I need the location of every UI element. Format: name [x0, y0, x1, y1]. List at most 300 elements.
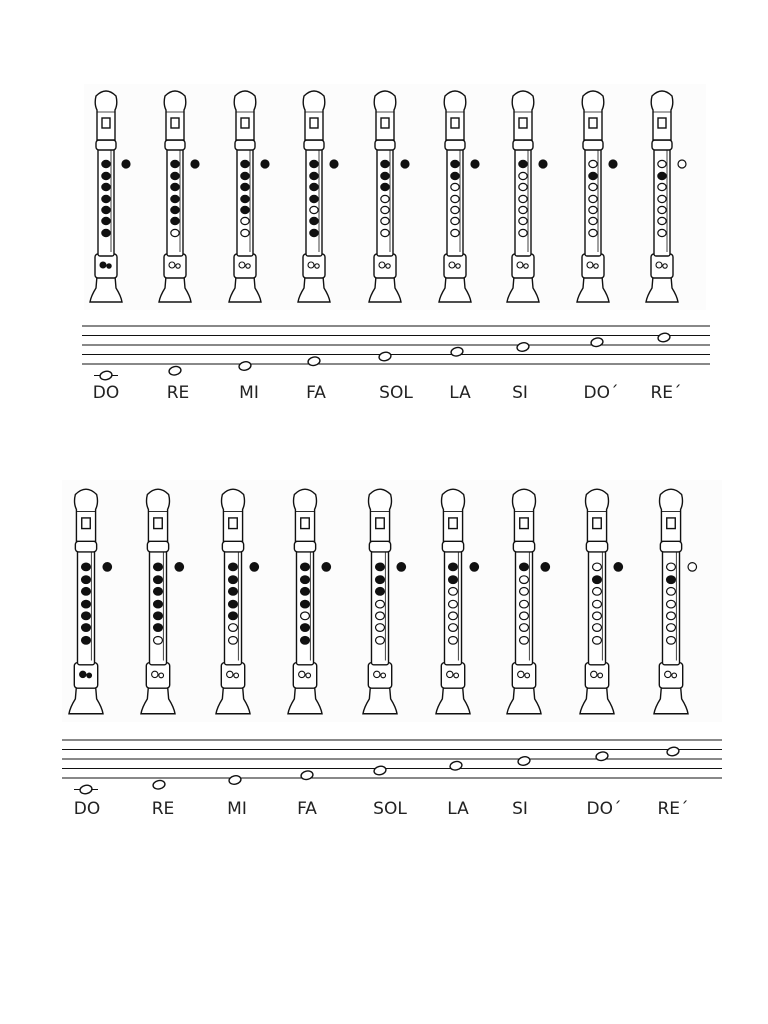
finger-hole	[658, 206, 666, 213]
recorder-la	[439, 91, 479, 302]
finger-hole	[381, 160, 389, 167]
recorder-joint-ring	[235, 140, 255, 150]
finger-hole	[82, 563, 91, 571]
bottom-hole	[299, 671, 305, 677]
recorder-foot	[216, 686, 250, 714]
finger-hole	[229, 612, 238, 620]
finger-hole	[171, 195, 179, 202]
bottom-hole-small	[598, 673, 603, 678]
thumb-hole	[261, 160, 269, 168]
note-head	[373, 765, 386, 776]
finger-hole	[449, 612, 458, 620]
recorder-window	[451, 118, 459, 128]
note-head	[517, 756, 530, 767]
recorder-window	[229, 518, 238, 529]
note-head	[307, 356, 320, 367]
recorder-fa	[288, 489, 331, 714]
bottom-hole	[374, 671, 380, 677]
finger-hole	[82, 588, 91, 596]
bottom-hole-small	[107, 264, 111, 268]
recorder-joint-ring	[445, 140, 465, 150]
bottom-hole-small	[672, 673, 677, 678]
finger-hole	[449, 563, 458, 571]
bottom-hole	[308, 262, 314, 268]
note-head	[378, 351, 391, 362]
recorder-window	[102, 118, 110, 128]
finger-hole	[593, 563, 602, 571]
finger-hole	[376, 563, 385, 571]
bottom-hole	[227, 671, 233, 677]
note-label-3: MI	[227, 799, 247, 819]
recorder-re	[159, 91, 199, 302]
note-label-5: SOL	[373, 799, 407, 819]
note-label-2: RE	[151, 799, 175, 819]
finger-hole	[82, 636, 91, 644]
recorder-window	[154, 518, 163, 529]
recorder-foot	[159, 276, 191, 302]
finger-hole	[82, 576, 91, 584]
finger-hole	[171, 229, 179, 236]
finger-hole	[593, 588, 602, 596]
recorder-joint-ring	[583, 140, 603, 150]
recorder-head	[660, 489, 683, 541]
finger-hole	[589, 206, 597, 213]
recorder-head	[651, 91, 673, 140]
finger-hole	[589, 195, 597, 202]
finger-hole	[381, 206, 389, 213]
finger-hole	[171, 183, 179, 190]
finger-hole	[667, 576, 676, 584]
recorder-window	[241, 118, 249, 128]
note-head	[516, 342, 529, 353]
thumb-hole	[191, 160, 199, 168]
bottom-hole-small	[315, 264, 319, 268]
bottom-hole-small	[454, 673, 459, 678]
recorder-do	[69, 489, 112, 714]
finger-hole	[376, 600, 385, 608]
bottom-hole-small	[524, 264, 528, 268]
bottom-hole	[152, 671, 158, 677]
thumb-hole	[678, 160, 686, 168]
bottom-hole	[239, 262, 245, 268]
note-head	[300, 770, 313, 781]
note-head	[449, 760, 462, 771]
thumb-hole	[401, 160, 409, 168]
recorder-foot	[90, 276, 122, 302]
finger-hole	[381, 195, 389, 202]
bottom-hole	[169, 262, 175, 268]
recorder-joint-ring	[222, 541, 243, 552]
finger-hole	[667, 636, 676, 644]
recorder-head	[586, 489, 609, 541]
finger-hole	[520, 588, 529, 596]
finger-hole	[520, 624, 529, 632]
finger-hole	[589, 172, 597, 179]
finger-hole	[82, 600, 91, 608]
recorder-foot	[654, 686, 688, 714]
finger-hole	[449, 624, 458, 632]
finger-hole	[301, 576, 310, 584]
bottom-hole	[449, 262, 455, 268]
bottom-hole	[518, 671, 524, 677]
recorder-joint-ring	[442, 541, 463, 552]
thumb-hole	[397, 563, 406, 572]
finger-hole	[171, 217, 179, 224]
finger-hole	[449, 576, 458, 584]
recorder-la	[436, 489, 479, 714]
recorder-foot	[141, 686, 175, 714]
bottom-hole	[80, 671, 86, 677]
finger-hole	[229, 600, 238, 608]
recorder-sol	[363, 489, 406, 714]
recorder-do	[90, 91, 130, 302]
fingering-section-2	[62, 489, 722, 819]
note-head	[168, 365, 181, 376]
recorder-joint-ring	[294, 541, 315, 552]
recorder-joint-ring	[586, 541, 607, 552]
thumb-hole	[471, 160, 479, 168]
finger-hole	[658, 172, 666, 179]
recorder-joint-ring	[375, 140, 395, 150]
recorder-window	[381, 118, 389, 128]
finger-hole	[241, 217, 249, 224]
recorder-head	[294, 489, 317, 541]
finger-hole	[241, 229, 249, 236]
finger-hole	[520, 563, 529, 571]
recorder-foot	[369, 276, 401, 302]
bottom-hole-small	[176, 264, 180, 268]
finger-hole	[520, 636, 529, 644]
finger-hole	[229, 588, 238, 596]
finger-hole	[381, 229, 389, 236]
note-head	[228, 775, 241, 786]
recorder-foot	[69, 686, 103, 714]
note-label-6: LA	[449, 383, 471, 403]
finger-hole	[449, 600, 458, 608]
finger-hole	[520, 612, 529, 620]
finger-hole	[667, 612, 676, 620]
finger-hole	[658, 183, 666, 190]
finger-hole	[593, 600, 602, 608]
recorder-foot	[439, 276, 471, 302]
bottom-hole-small	[159, 673, 164, 678]
note-head	[657, 332, 670, 343]
finger-hole	[589, 217, 597, 224]
finger-hole	[376, 612, 385, 620]
recorder-window	[658, 118, 666, 128]
thumb-hole	[614, 563, 623, 572]
finger-hole	[310, 206, 318, 213]
bottom-hole-small	[87, 673, 92, 678]
finger-hole	[593, 624, 602, 632]
recorder-do´	[580, 489, 623, 714]
recorder-window	[520, 518, 529, 529]
thumb-hole	[330, 160, 338, 168]
note-label-4: FA	[297, 799, 317, 819]
recorder-window	[593, 518, 602, 529]
note-label-6: LA	[447, 799, 469, 819]
bottom-hole-small	[306, 673, 311, 678]
finger-hole	[102, 206, 110, 213]
recorder-head	[234, 91, 256, 140]
finger-hole	[593, 612, 602, 620]
finger-hole	[376, 636, 385, 644]
note-head	[99, 370, 112, 381]
finger-hole	[593, 576, 602, 584]
fingering-section-1	[82, 91, 710, 403]
bottom-hole-small	[456, 264, 460, 268]
recorder-head	[369, 489, 392, 541]
finger-hole	[381, 217, 389, 224]
note-label-9: RE´	[657, 799, 689, 819]
recorder-si	[507, 489, 550, 714]
finger-hole	[449, 636, 458, 644]
finger-hole	[171, 172, 179, 179]
recorder-foot	[507, 686, 541, 714]
recorder-joint-ring	[513, 541, 534, 552]
recorder-head	[147, 489, 170, 541]
finger-hole	[451, 160, 459, 167]
note-label-8: DO´	[586, 799, 622, 819]
recorder-window	[667, 518, 676, 529]
note-head	[79, 784, 92, 795]
recorder-window	[82, 518, 91, 529]
thumb-hole	[539, 160, 547, 168]
recorder-fa	[298, 91, 338, 302]
finger-hole	[376, 588, 385, 596]
recorder-joint-ring	[75, 541, 96, 552]
recorder-sol	[369, 91, 409, 302]
finger-hole	[658, 229, 666, 236]
finger-hole	[658, 195, 666, 202]
finger-hole	[519, 206, 527, 213]
thumb-hole	[322, 563, 331, 572]
recorder-joint-ring	[660, 541, 681, 552]
finger-hole	[301, 612, 310, 620]
finger-hole	[451, 172, 459, 179]
finger-hole	[519, 160, 527, 167]
bottom-hole	[656, 262, 662, 268]
bottom-hole	[100, 262, 106, 268]
recorder-head	[512, 91, 534, 140]
recorder-window	[519, 118, 527, 128]
finger-hole	[82, 612, 91, 620]
recorder-window	[589, 118, 597, 128]
finger-hole	[310, 172, 318, 179]
finger-hole	[241, 183, 249, 190]
recorder-head	[444, 91, 466, 140]
finger-hole	[241, 160, 249, 167]
note-label-3: MI	[239, 383, 259, 403]
bottom-hole-small	[663, 264, 667, 268]
thumb-hole	[250, 563, 259, 572]
note-label-7: SI	[512, 383, 528, 403]
bottom-hole-small	[246, 264, 250, 268]
note-label-2: RE	[166, 383, 190, 403]
finger-hole	[310, 217, 318, 224]
thumb-hole	[688, 563, 697, 572]
note-label-7: SI	[512, 799, 528, 819]
recorder-foot	[577, 276, 609, 302]
recorder-si	[507, 91, 547, 302]
recorder-re´	[646, 91, 686, 302]
note-label-9: RE´	[650, 383, 682, 403]
finger-hole	[451, 195, 459, 202]
finger-hole	[451, 229, 459, 236]
finger-hole	[241, 195, 249, 202]
recorder-mi	[216, 489, 259, 714]
finger-hole	[667, 563, 676, 571]
finger-hole	[154, 576, 163, 584]
finger-hole	[82, 624, 91, 632]
thumb-hole	[103, 563, 112, 572]
finger-hole	[102, 195, 110, 202]
finger-hole	[229, 636, 238, 644]
recorder-re´	[654, 489, 697, 714]
finger-hole	[449, 588, 458, 596]
thumb-hole	[609, 160, 617, 168]
recorder-joint-ring	[513, 140, 533, 150]
finger-hole	[171, 160, 179, 167]
note-head	[152, 779, 165, 790]
finger-hole	[229, 576, 238, 584]
recorder-foot	[580, 686, 614, 714]
finger-hole	[301, 600, 310, 608]
recorder-do´	[577, 91, 617, 302]
finger-hole	[451, 206, 459, 213]
finger-hole	[102, 183, 110, 190]
note-label-5: SOL	[379, 383, 413, 403]
finger-hole	[658, 160, 666, 167]
finger-hole	[519, 183, 527, 190]
recorder-foot	[507, 276, 539, 302]
recorder-joint-ring	[96, 140, 116, 150]
bottom-hole	[379, 262, 385, 268]
bottom-hole-small	[381, 673, 386, 678]
finger-hole	[229, 624, 238, 632]
finger-hole	[154, 624, 163, 632]
finger-hole	[451, 183, 459, 190]
note-head	[238, 361, 251, 372]
finger-hole	[589, 183, 597, 190]
finger-hole	[301, 563, 310, 571]
finger-hole	[519, 217, 527, 224]
note-label-4: FA	[306, 383, 326, 403]
finger-hole	[310, 229, 318, 236]
finger-hole	[102, 229, 110, 236]
finger-hole	[154, 612, 163, 620]
finger-hole	[667, 588, 676, 596]
recorder-foot	[288, 686, 322, 714]
bottom-hole-small	[525, 673, 530, 678]
recorder-head	[75, 489, 98, 541]
finger-hole	[171, 206, 179, 213]
finger-hole	[102, 217, 110, 224]
thumb-hole	[470, 563, 479, 572]
bottom-hole-small	[386, 264, 390, 268]
finger-hole	[589, 160, 597, 167]
finger-hole	[102, 172, 110, 179]
recorder-window	[310, 118, 318, 128]
finger-hole	[241, 172, 249, 179]
finger-hole	[593, 636, 602, 644]
note-head	[595, 751, 608, 762]
bottom-hole	[591, 671, 597, 677]
note-label-1: DO	[73, 799, 101, 819]
recorder-joint-ring	[304, 140, 324, 150]
finger-hole	[376, 576, 385, 584]
finger-hole	[381, 172, 389, 179]
finger-hole	[519, 195, 527, 202]
recorder-head	[442, 489, 465, 541]
note-head	[590, 337, 603, 348]
bottom-hole-small	[594, 264, 598, 268]
finger-hole	[310, 160, 318, 167]
recorder-window	[449, 518, 458, 529]
finger-hole	[154, 600, 163, 608]
recorder-window	[171, 118, 179, 128]
finger-hole	[154, 563, 163, 571]
recorder-foot	[229, 276, 261, 302]
recorder-head	[374, 91, 396, 140]
finger-hole	[102, 160, 110, 167]
finger-hole	[301, 636, 310, 644]
finger-hole	[241, 206, 249, 213]
finger-hole	[301, 588, 310, 596]
recorder-foot	[646, 276, 678, 302]
recorder-foot	[298, 276, 330, 302]
finger-hole	[229, 563, 238, 571]
note-head	[450, 346, 463, 357]
bottom-hole	[447, 671, 453, 677]
bottom-hole	[587, 262, 593, 268]
recorder-head	[95, 91, 117, 140]
finger-hole	[310, 195, 318, 202]
finger-hole	[520, 600, 529, 608]
thumb-hole	[122, 160, 130, 168]
bottom-hole	[517, 262, 523, 268]
finger-hole	[381, 183, 389, 190]
note-label-8: DO´	[583, 383, 619, 403]
finger-hole	[301, 624, 310, 632]
finger-hole	[667, 624, 676, 632]
recorder-foot	[363, 686, 397, 714]
recorder-head	[222, 489, 245, 541]
recorder-re	[141, 489, 184, 714]
recorder-joint-ring	[147, 541, 168, 552]
thumb-hole	[175, 563, 184, 572]
bottom-hole-small	[234, 673, 239, 678]
finger-hole	[451, 217, 459, 224]
finger-hole	[658, 217, 666, 224]
finger-hole	[519, 172, 527, 179]
recorder-head	[303, 91, 325, 140]
recorder-foot	[436, 686, 470, 714]
recorder-joint-ring	[369, 541, 390, 552]
finger-hole	[520, 576, 529, 584]
note-head	[666, 746, 679, 757]
bottom-hole	[665, 671, 671, 677]
thumb-hole	[541, 563, 550, 572]
recorder-head	[582, 91, 604, 140]
recorder-joint-ring	[652, 140, 672, 150]
note-label-1: DO	[92, 383, 120, 403]
finger-hole	[589, 229, 597, 236]
finger-hole	[667, 600, 676, 608]
recorder-joint-ring	[165, 140, 185, 150]
recorder-head	[513, 489, 536, 541]
finger-hole	[310, 183, 318, 190]
